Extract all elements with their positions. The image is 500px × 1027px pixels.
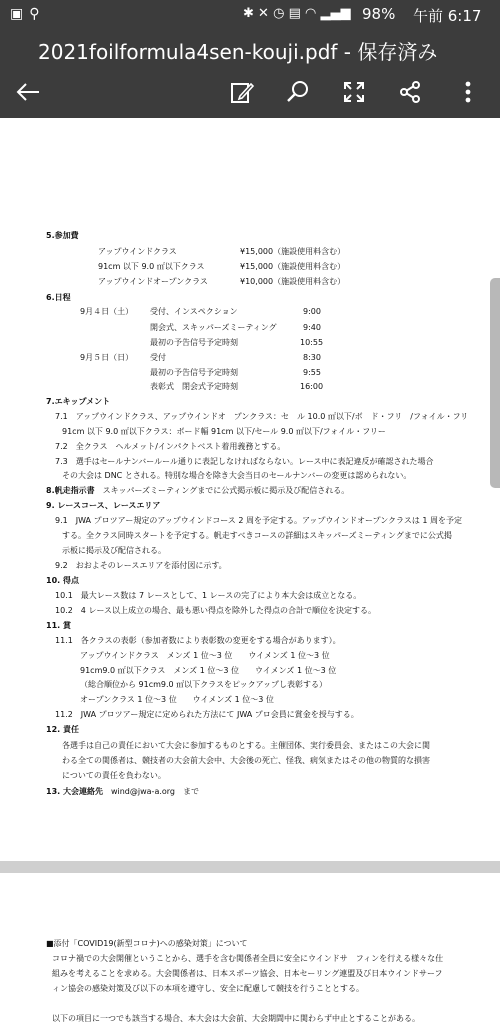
course-text: 9.2 おおよそのレースエリアを添付図に示す。: [55, 561, 227, 570]
scoring-text: 10.1 最大レース数は 7 レースとして、1 レースの完了により本大会は成立となる。: [55, 591, 362, 600]
prize-text: 91cm9.0 ㎡以下クラス メンズ 1 位～3 位 ウイメンズ 1 位～3 位: [80, 666, 337, 675]
sailing-instructions-line: [46, 486, 349, 496]
covid-text: 以下の項目に一つでも該当する場合、本大会は大会前、大会期間中に関わらず中止とすることがある。: [52, 1014, 420, 1023]
liability-text: 各選手は自己の責任において大会に参加するものとする。主催団体、実行委員会、またはこの大会に関: [62, 741, 430, 750]
covid-heading: ■添付「COVID19(新型コロナ)への感染対策」について: [46, 939, 248, 948]
course-text: 9.1 JWA プロツアー規定のアップウインドコース 2 周を予定する。アップウインドオープンクラスは 1 周を予定: [55, 516, 462, 525]
section-heading: 10. 得点: [46, 576, 79, 585]
equipment-text: その大会は DNC とされる。特別な場合を除き大会当日のセールナンバーの変更は認められない。: [62, 471, 412, 480]
equipment-text: 91cm 以下 9.0 ㎡以下クラス：ボード幅 91cm 以下/セール 9.0 ㎡以下/フォイル・フリー: [62, 427, 386, 436]
schedule-day: 9月５日（日）: [80, 353, 134, 362]
schedule-time: 9:55: [303, 368, 321, 377]
gallery-icon: ▣: [10, 6, 30, 22]
system-icons: [243, 6, 351, 21]
search-button[interactable]: [282, 76, 314, 108]
pdf-page-1: [0, 118, 500, 861]
schedule-time: 8:30: [303, 353, 321, 362]
prize-text: 11.1 各クラスの表彰（参加者数により表彰数の変更をする場合があります）。: [55, 636, 341, 645]
fee-value: ¥15,000（施設使用料含む）: [240, 247, 346, 256]
edit-button[interactable]: [226, 76, 258, 108]
prize-text: 11.2 JWA プロツアー規定に定められた方法にて JWA プロ会員に賞金を授与する。: [55, 710, 359, 719]
fee-label: アップウインドクラス: [98, 247, 177, 256]
more-vert-icon: [464, 80, 472, 104]
arrow-left-icon: [15, 82, 41, 102]
section-heading: 11. 賞: [46, 621, 71, 630]
section-heading: 8.帆走指示書: [46, 486, 95, 495]
share-button[interactable]: [394, 76, 426, 108]
equipment-text: 7.2 全クラス ヘルメット/インパクトベスト着用義務とする。: [55, 442, 286, 451]
schedule-item: 表彰式 閉会式予定時刻: [150, 382, 238, 391]
schedule-item: 開会式、スキッパーズミーティング: [150, 323, 277, 332]
expand-icon: [342, 80, 366, 104]
schedule-item: 受付、インスペクション: [150, 307, 238, 316]
fee-value: ¥10,000（施設使用料含む）: [240, 277, 346, 286]
more-options-button[interactable]: [452, 76, 484, 108]
liability-text: わる全ての関係者は、競技者の大会前大会中、大会後の死亡、怪我、病気またはその他の物質的な損害: [62, 756, 430, 765]
notification-icons: [10, 6, 46, 22]
section-heading: 13. 大会連絡先: [46, 787, 103, 796]
contact-email: wind@jwa-a.org まで: [110, 787, 200, 796]
pen-icon: [229, 79, 255, 105]
covid-text: 組みを考えることを求める。大会関係者は、日本スポーツ協会、日本セーリング連盟及び日本ウインドサーフ: [52, 969, 443, 978]
prize-text: アップウインドクラス メンズ 1 位～3 位 ウイメンズ 1 位～3 位: [80, 651, 330, 660]
course-text: 示板に掲示及び配信される。: [62, 546, 166, 555]
alarm-icon: ◷: [273, 6, 285, 21]
section-heading: 7.エキップメント: [46, 397, 111, 406]
schedule-time: 16:00: [300, 382, 324, 391]
mute-icon: ✕: [258, 6, 269, 21]
covid-text: コロナ禍での大会開催ということから、選手を含む関係者全員に安全にウインドサ フィンを行える様々な仕: [52, 954, 444, 963]
battery-percent: 98%: [362, 5, 396, 23]
course-text: する。全クラス同時スタートを予定する。帆走すべきコースの詳細はスキッパーズミーティングまでに公式掲: [62, 531, 452, 540]
schedule-time: 9:40: [303, 323, 321, 332]
prize-text: （総合順位から 91cm9.0 ㎡以下クラスをピックアップし表彰する）: [80, 680, 328, 689]
wifi-icon: ◠: [305, 6, 317, 21]
schedule-time: 10:55: [300, 338, 324, 347]
status-bar: [0, 0, 500, 30]
contact-line: [46, 787, 199, 797]
nfc-icon: ▤: [288, 6, 301, 21]
section-heading: 12. 責任: [46, 725, 79, 734]
schedule-item: 受付: [150, 353, 166, 362]
prize-text: オープンクラス 1 位～3 位 ウイメンズ 1 位～3 位: [80, 695, 274, 704]
fee-label: 91cm 以下 9.0 ㎡以下クラス: [98, 262, 205, 271]
section-heading: 5.参加費: [46, 231, 79, 240]
fullscreen-button[interactable]: [338, 76, 370, 108]
schedule-item: 最初の予告信号予定時刻: [150, 338, 238, 347]
search-notification-icon: ⚲: [29, 6, 46, 22]
liability-text: についての責任を負わない。: [62, 771, 166, 780]
equipment-text: 7.3 選手はセールナンバールール通りに表記しなければならない。レース中に表記違反が確認された場合: [55, 457, 434, 466]
search-icon: [285, 79, 311, 105]
schedule-time: 9:00: [303, 307, 321, 316]
section-text: スキッパーズミーティングまでに公式掲示板に掲示及び配信される。: [102, 486, 350, 495]
fee-value: ¥15,000（施設使用料含む）: [240, 262, 346, 271]
share-icon: [398, 80, 422, 104]
covid-text: ィン協会の感染対策及び以下の本項を遵守し、安全に配慮して競技を行うこととする。: [52, 984, 364, 993]
fee-label: アップウインドオープンクラス: [98, 277, 208, 286]
scoring-text: 10.2 4 レース以上成立の場合、最も悪い得点を除外した得点の合計で順位を決定する。: [55, 606, 377, 615]
document-title: 2021foilformula4sen-kouji.pdf - 保存済み: [38, 40, 438, 64]
signal-icon: ▂▄▆: [320, 6, 351, 21]
section-heading: 9. レースコース、レースエリア: [46, 501, 161, 510]
back-button[interactable]: [12, 76, 44, 108]
bluetooth-icon: ✱: [243, 6, 254, 21]
scroll-thumb[interactable]: [490, 278, 500, 488]
app-toolbar: [0, 30, 500, 118]
status-time: 午前 6:17: [413, 7, 482, 25]
section-heading: 6.日程: [46, 293, 71, 302]
schedule-item: 最初の予告信号予定時刻: [150, 368, 238, 377]
equipment-text: 7.1 アップウインドクラス、アップウインドオ プンクラス：セ ル 10.0 ㎡以下/ボ ド・フリ /フォイル・フリ: [55, 412, 469, 421]
pdf-page-2: [0, 873, 500, 1027]
schedule-day: 9月４日（土）: [80, 307, 134, 316]
